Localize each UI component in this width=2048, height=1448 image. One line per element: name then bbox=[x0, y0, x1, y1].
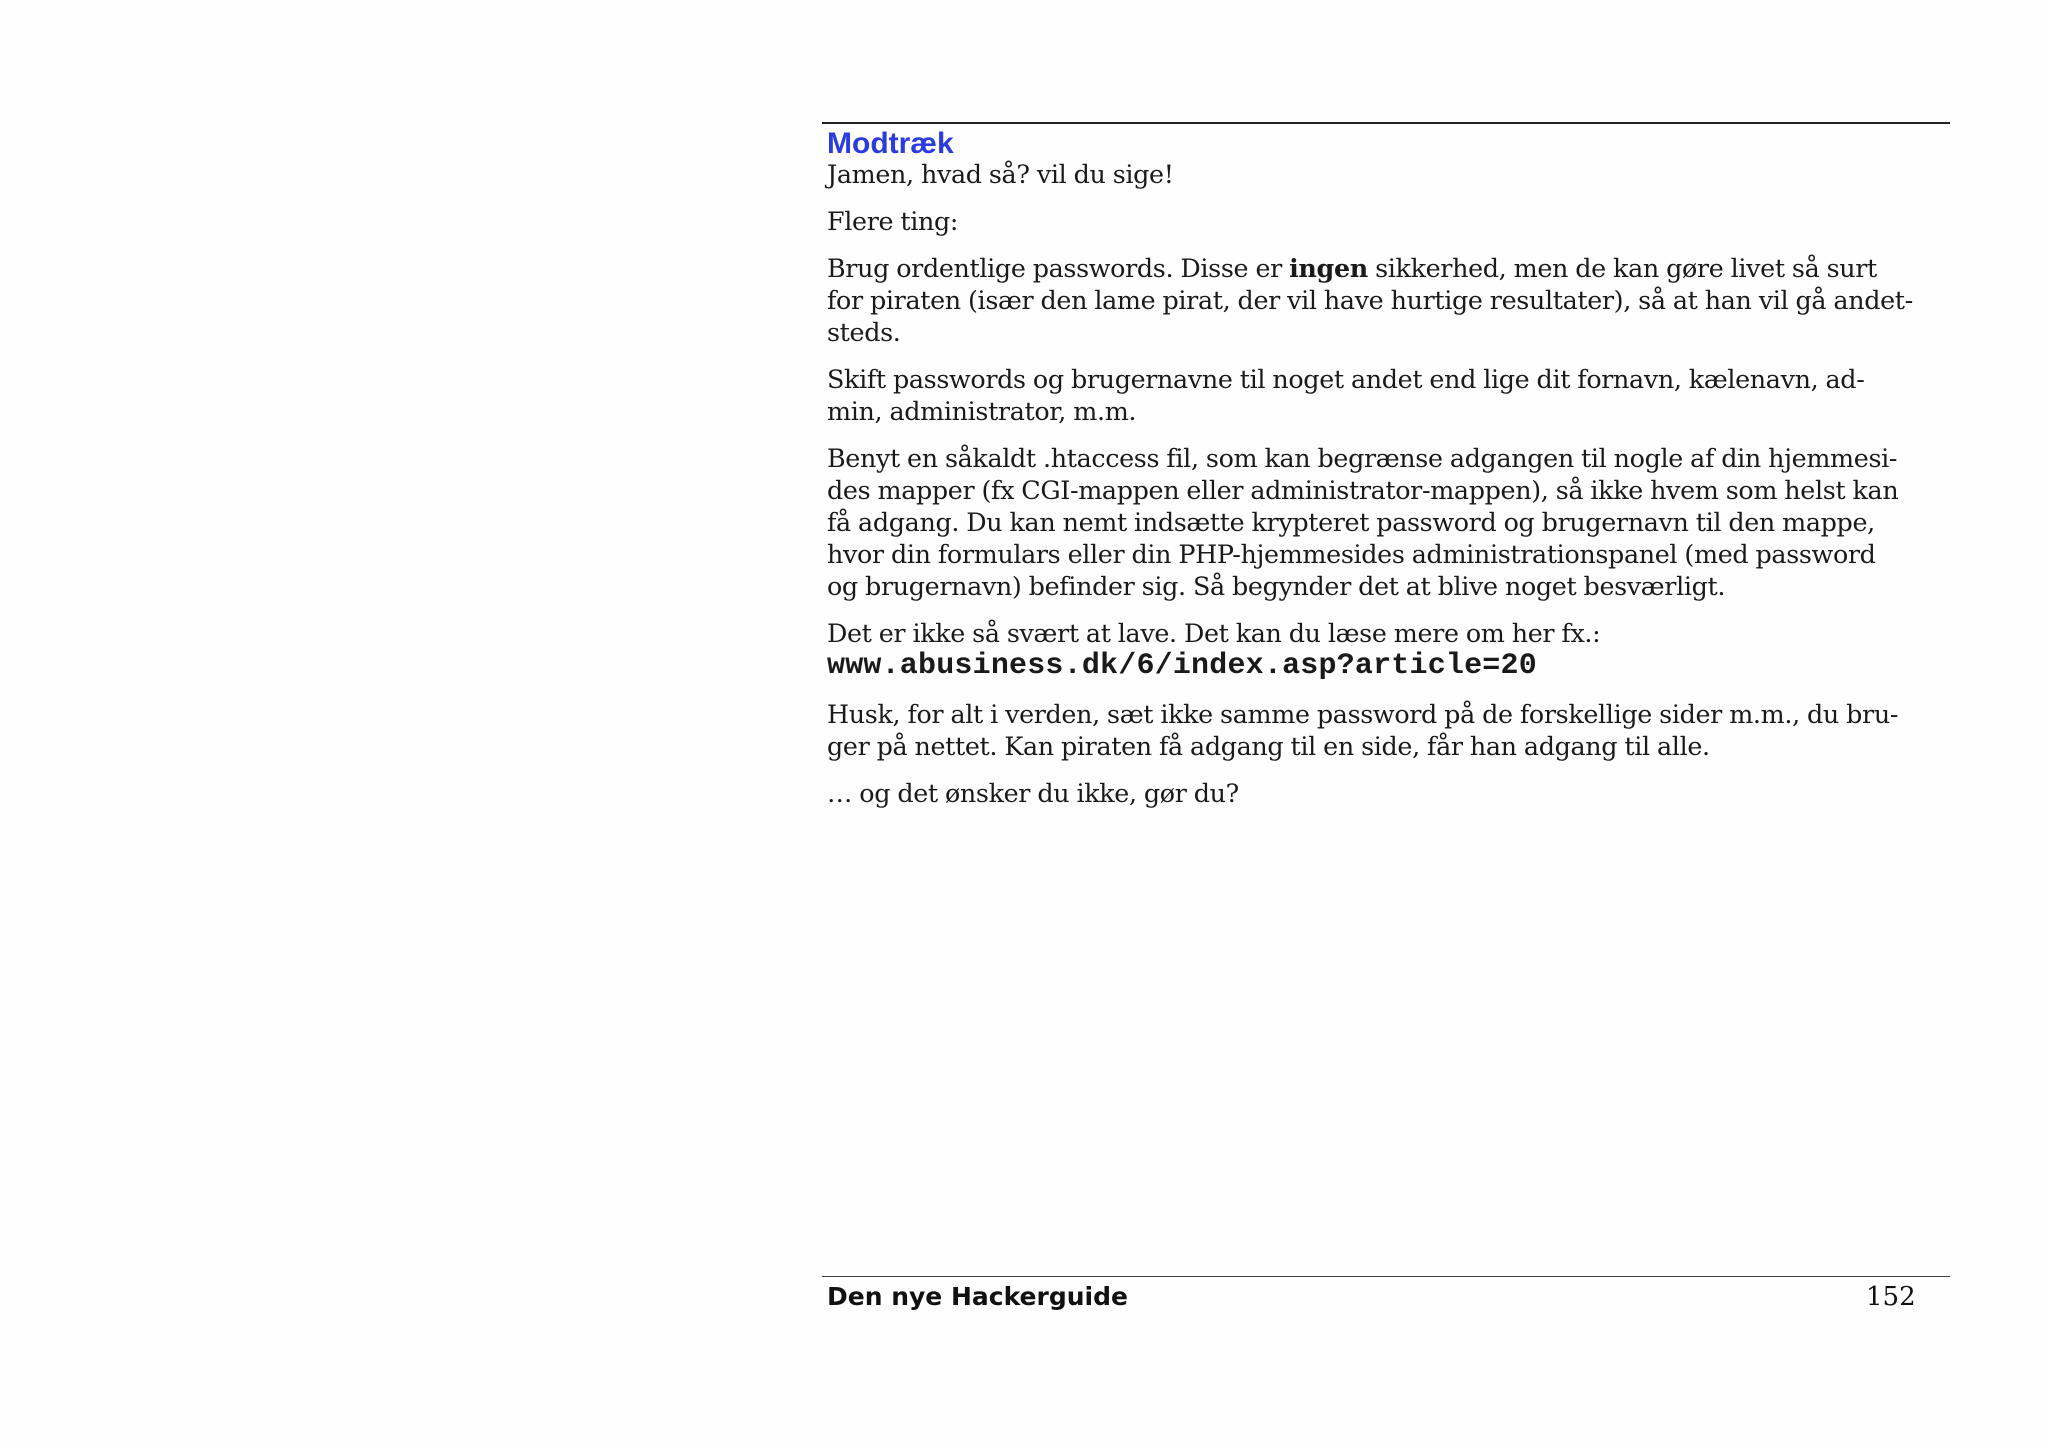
section-heading: Modtræk bbox=[827, 127, 954, 160]
paragraph-usernames bbox=[827, 363, 1949, 427]
text-line: Jamen, hvad så? vil du sige! bbox=[827, 159, 1174, 189]
text-line bbox=[827, 252, 1949, 284]
text-line: Benyt en såkaldt .htaccess fil, som kan begrænse adgangen til nogle af din hjemmesi- bbox=[827, 443, 1898, 473]
paragraph-passwords bbox=[827, 252, 1949, 348]
text-line: for piraten (især den lame pirat, der vil have hurtige resultater), så at han vil gå andet- bbox=[827, 285, 1913, 315]
paragraph-list-intro bbox=[827, 205, 1949, 237]
paragraph-reference bbox=[827, 617, 1949, 683]
paragraph-reuse-warning bbox=[827, 698, 1949, 762]
text-line: Det er ikke så svært at lave. Det kan du læse mere om her fx.: bbox=[827, 618, 1601, 648]
text-segment: Brug ordentlige passwords. Disse er bbox=[827, 253, 1290, 283]
footer-title: Den nye Hackerguide bbox=[827, 1282, 1128, 1311]
page-number: 152 bbox=[1866, 1282, 1916, 1312]
paragraph-intro bbox=[827, 158, 1949, 190]
emphasis-text: ingen bbox=[1289, 253, 1368, 283]
text-line: Flere ting: bbox=[827, 206, 959, 236]
paragraph-htaccess bbox=[827, 442, 1949, 602]
text-line: hvor din formulars eller din PHP-hjemmesides administrationspanel (med password bbox=[827, 539, 1876, 569]
reference-url: www.abusiness.dk/6/index.asp?article=20 bbox=[827, 649, 1537, 683]
text-segment: sikkerhed, men de kan gøre livet så surt bbox=[1367, 253, 1877, 283]
body-text bbox=[827, 158, 1949, 824]
header-rule bbox=[822, 122, 1950, 124]
text-line: min, administrator, m.m. bbox=[827, 396, 1137, 426]
text-line: ger på nettet. Kan piraten få adgang til en side, får han adgang til alle. bbox=[827, 731, 1710, 761]
paragraph-closing bbox=[827, 777, 1949, 809]
text-line: få adgang. Du kan nemt indsætte krypteret password og brugernavn til den mappe, bbox=[827, 507, 1875, 537]
text-line: Skift passwords og brugernavne til noget andet end lige dit fornavn, kælenavn, ad- bbox=[827, 364, 1865, 394]
text-line: des mapper (fx CGI-mappen eller administrator-mappen), så ikke hvem som helst kan bbox=[827, 475, 1899, 505]
text-line: og brugernavn) befinder sig. Så begynder det at blive noget besværligt. bbox=[827, 571, 1726, 601]
text-line: Husk, for alt i verden, sæt ikke samme password på de forskellige sider m.m., du bru- bbox=[827, 699, 1899, 729]
text-line: steds. bbox=[827, 317, 901, 347]
footer-rule bbox=[822, 1276, 1950, 1277]
text-line: … og det ønsker du ikke, gør du? bbox=[827, 778, 1239, 808]
